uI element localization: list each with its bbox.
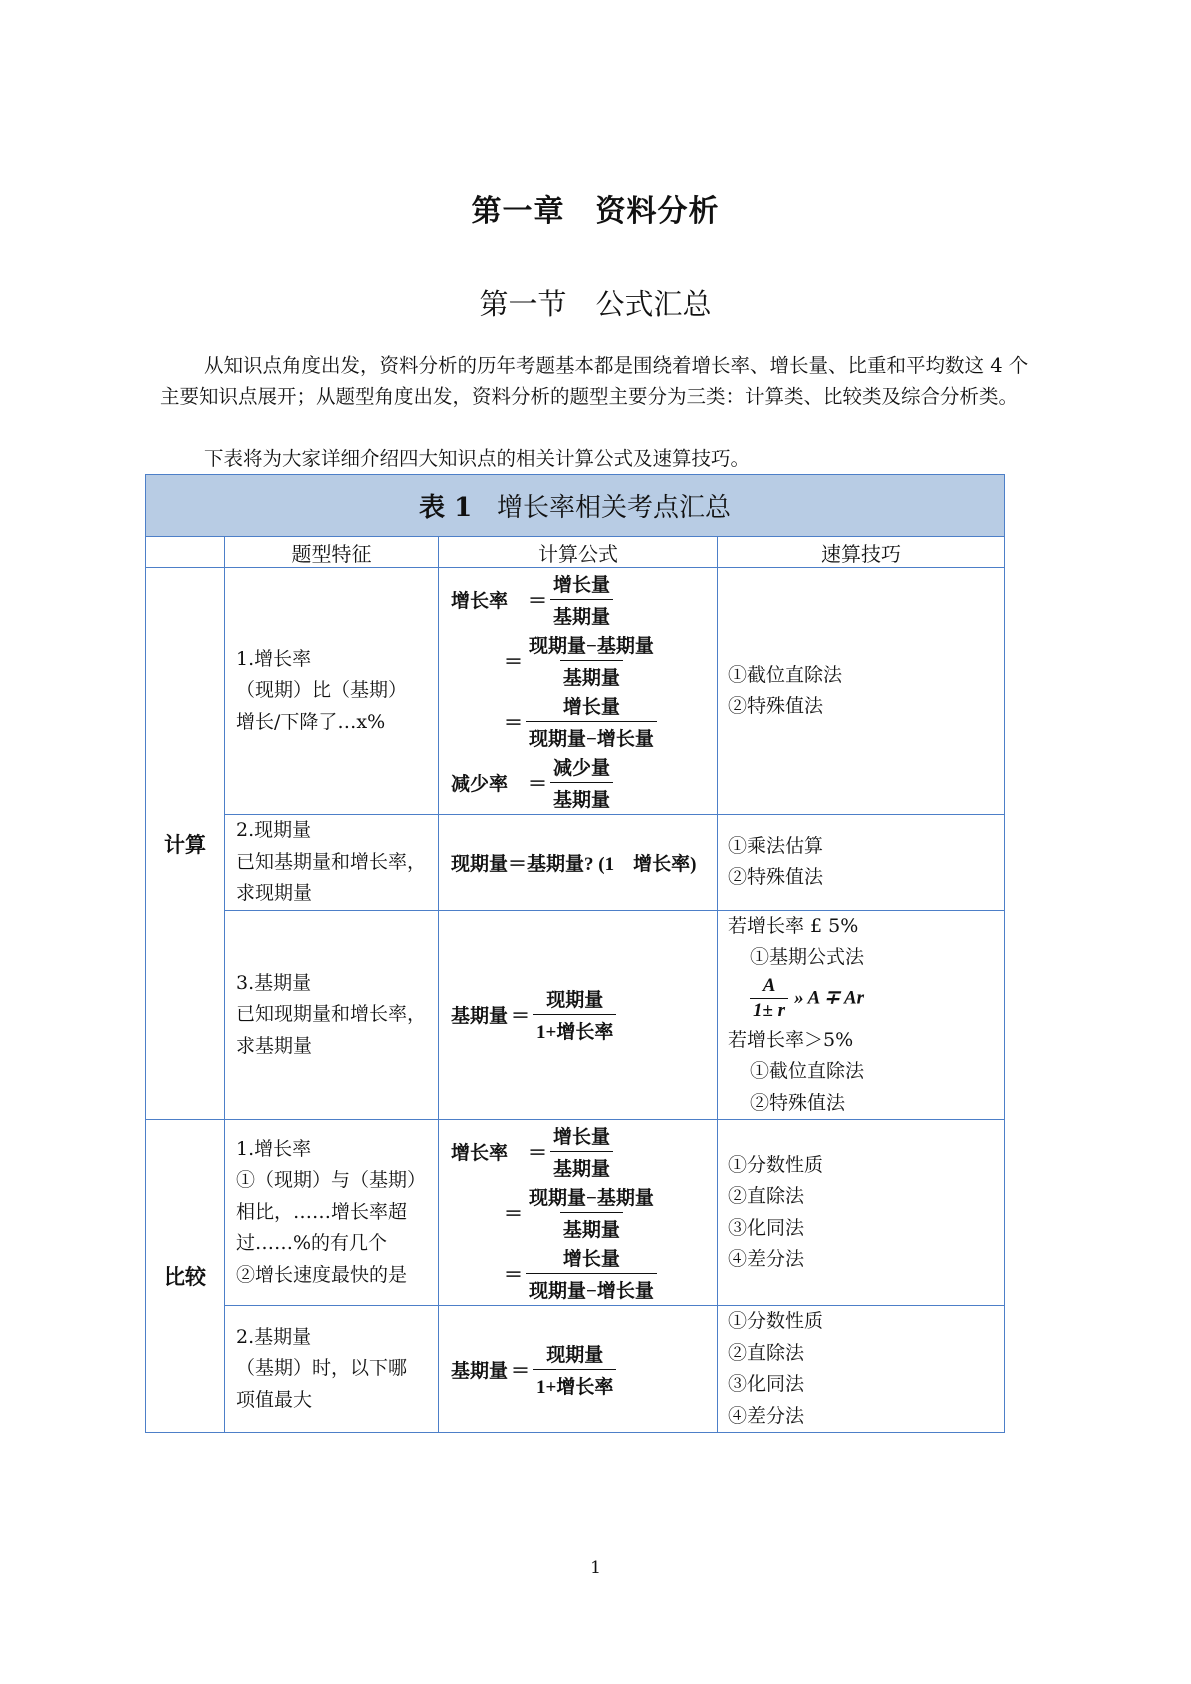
- table-title: [146, 475, 1005, 537]
- approx-formula: $\frac{A}{1\pm r}$ » A ∓ Ar: [728, 974, 1004, 1025]
- table-header-row: [146, 537, 1005, 568]
- tips-cell: [718, 910, 1005, 1120]
- tips-cell: [718, 568, 1005, 815]
- feature-line: 已知基期量和增长率，: [236, 850, 427, 873]
- feature-cell: [225, 1120, 439, 1306]
- table-row: [146, 815, 1005, 911]
- formula-text: 现期量＝基期量? (1 增长率): [451, 853, 697, 875]
- formula-lhs: 减少率: [451, 774, 509, 795]
- feature-line: 求基期量: [236, 1034, 313, 1057]
- section-title: 第一节 公式汇总: [479, 287, 712, 321]
- intro-paragraph-2: 下表将为大家详细介绍四大知识点的相关计算公式及速算技巧。: [204, 447, 751, 470]
- feature-cell: [225, 568, 439, 815]
- fraction: $\frac{\text{现期量−基期量}}{\text{基期量}}$: [529, 636, 654, 689]
- formula-line: 基期量 ＝ $\frac{\text{现期量}}{\text{1+增长率}}$: [451, 1340, 717, 1399]
- formula-line: 增长率 ＝ $\frac{\text{增长量}}{\text{基期量}}$: [451, 570, 717, 629]
- table-row: [146, 1120, 1005, 1306]
- category-compare: 比较: [146, 1120, 225, 1433]
- feature-line: 过……%的有几个: [236, 1232, 388, 1255]
- feature-line: 增长/下降了…x%: [236, 710, 386, 733]
- chapter-title: 第一章 资料分析: [471, 194, 720, 229]
- tip-line: ①分数性质: [728, 1310, 824, 1332]
- feature-cell: [225, 910, 439, 1120]
- fraction: $\frac{\text{减少量}}{\text{基期量}}$: [550, 753, 613, 812]
- feature-line: 1.增长率: [236, 1137, 312, 1160]
- fraction: $\frac{\text{增长量}}{\text{基期量}}$: [550, 570, 613, 629]
- feature-line: 3.基期量: [236, 971, 312, 994]
- feature-cell: [225, 815, 439, 911]
- tip-line: ②特殊值法: [728, 866, 824, 889]
- tip-condition: 若增长率 £ 5%: [728, 914, 859, 937]
- formula-lhs: 基期量: [451, 1360, 509, 1382]
- tip-line: ④差分法: [728, 1404, 805, 1427]
- tips-cell: [718, 1120, 1005, 1306]
- formula-lhs: 基期量: [451, 1006, 509, 1028]
- formula-line: 基期量 ＝ $\frac{\text{现期量}}{\text{1+增长率}}$: [451, 985, 717, 1044]
- header-tips: 速算技巧: [718, 537, 1005, 568]
- fraction: $\frac{\text{现期量−基期量}}{\text{基期量}}$: [529, 1188, 654, 1241]
- formula-cell: [439, 1306, 718, 1433]
- formula-line: ＝ $\frac{\text{现期量−基期量}}{\text{基期量}}$: [451, 1183, 717, 1242]
- tip-line: ②直除法: [728, 1185, 805, 1207]
- table-row: [146, 910, 1005, 1120]
- formula-line: 减少率 ＝ $\frac{\text{减少量}}{\text{基期量}}$: [451, 753, 717, 812]
- tip-line: ①截位直除法: [750, 1060, 865, 1082]
- feature-line: ②增长速度最快的是: [236, 1263, 408, 1286]
- tip-line: ①基期公式法: [750, 946, 865, 968]
- header-formula: 计算公式: [439, 537, 718, 568]
- table-title-text: 增长率相关考点汇总: [496, 493, 731, 523]
- formula-cell: [439, 1120, 718, 1306]
- tips-cell: [718, 1306, 1005, 1433]
- formula-cell: [439, 568, 718, 815]
- tip-line: ①乘法估算: [728, 834, 824, 857]
- fraction: $\frac{\text{增长量}}{\text{现期量−增长量}}$: [526, 1244, 657, 1303]
- table-row: [146, 568, 1005, 815]
- fraction: $\frac{\text{增长量}}{\text{现期量−增长量}}$: [526, 692, 657, 751]
- feature-line: （现期）比（基期）: [236, 679, 408, 702]
- feature-line: 2.基期量: [236, 1325, 312, 1348]
- feature-line: （基期）时，以下哪: [236, 1357, 408, 1380]
- formula-line: 增长率 ＝ $\frac{\text{增长量}}{\text{基期量}}$: [451, 1122, 717, 1181]
- formula-lhs: 增长率: [451, 591, 509, 612]
- intro-paragraph: 从知识点角度出发，资料分析的历年考题基本都是围绕着增长率、增长量、比重和平均数这 4 个主要知识点展开；从题型角度出发，资料分析的题型主要分为三类：计算类、比较类及综合分析类。: [160, 354, 1029, 408]
- feature-line: 1.增长率: [236, 647, 312, 670]
- feature-line: 2.现期量: [236, 819, 312, 841]
- feature-line: 项值最大: [236, 1388, 313, 1411]
- tip-line: ②特殊值法: [728, 695, 824, 717]
- table-row: [146, 1306, 1005, 1433]
- tip-line: ①分数性质: [728, 1153, 824, 1176]
- tip-line: ③化同法: [728, 1216, 805, 1239]
- tip-line: ①截位直除法: [728, 663, 843, 686]
- feature-line: 相比，……增长率超: [236, 1200, 408, 1223]
- fraction: $\frac{\text{现期量}}{\text{1+增长率}}$: [533, 1340, 616, 1399]
- formula-lhs: 增长率: [451, 1143, 509, 1164]
- tip-line: ④差分法: [728, 1248, 805, 1270]
- formula-line: ＝ $\frac{\text{增长量}}{\text{现期量−增长量}}$: [451, 1244, 717, 1303]
- growth-rate-table: [145, 474, 1005, 1433]
- formula-cell: [439, 910, 718, 1120]
- page-number: 1: [590, 1558, 601, 1578]
- header-feature: 题型特征: [225, 537, 439, 568]
- table-title-prefix: 表 1: [419, 493, 473, 523]
- formula-cell: [439, 815, 718, 911]
- header-empty: [146, 537, 225, 568]
- feature-line: 已知现期量和增长率，: [236, 1003, 427, 1025]
- tip-condition: 若增长率＞5%: [728, 1028, 854, 1051]
- category-calculate: 计算: [146, 568, 225, 1120]
- tip-line: ②特殊值法: [750, 1091, 846, 1114]
- tip-line: ③化同法: [728, 1373, 805, 1395]
- formula-line: ＝ $\frac{\text{现期量−基期量}}{\text{基期量}}$: [451, 631, 717, 690]
- tip-line: ②直除法: [728, 1341, 805, 1364]
- feature-line: 求现期量: [236, 882, 313, 904]
- feature-line: ①（现期）与（基期）: [236, 1169, 427, 1192]
- feature-cell: [225, 1306, 439, 1433]
- tips-cell: [718, 815, 1005, 911]
- fraction: $\frac{\text{现期量}}{\text{1+增长率}}$: [533, 985, 616, 1044]
- formula-line: ＝ $\frac{\text{增长量}}{\text{现期量−增长量}}$: [451, 692, 717, 751]
- fraction: $\frac{\text{增长量}}{\text{基期量}}$: [550, 1122, 613, 1181]
